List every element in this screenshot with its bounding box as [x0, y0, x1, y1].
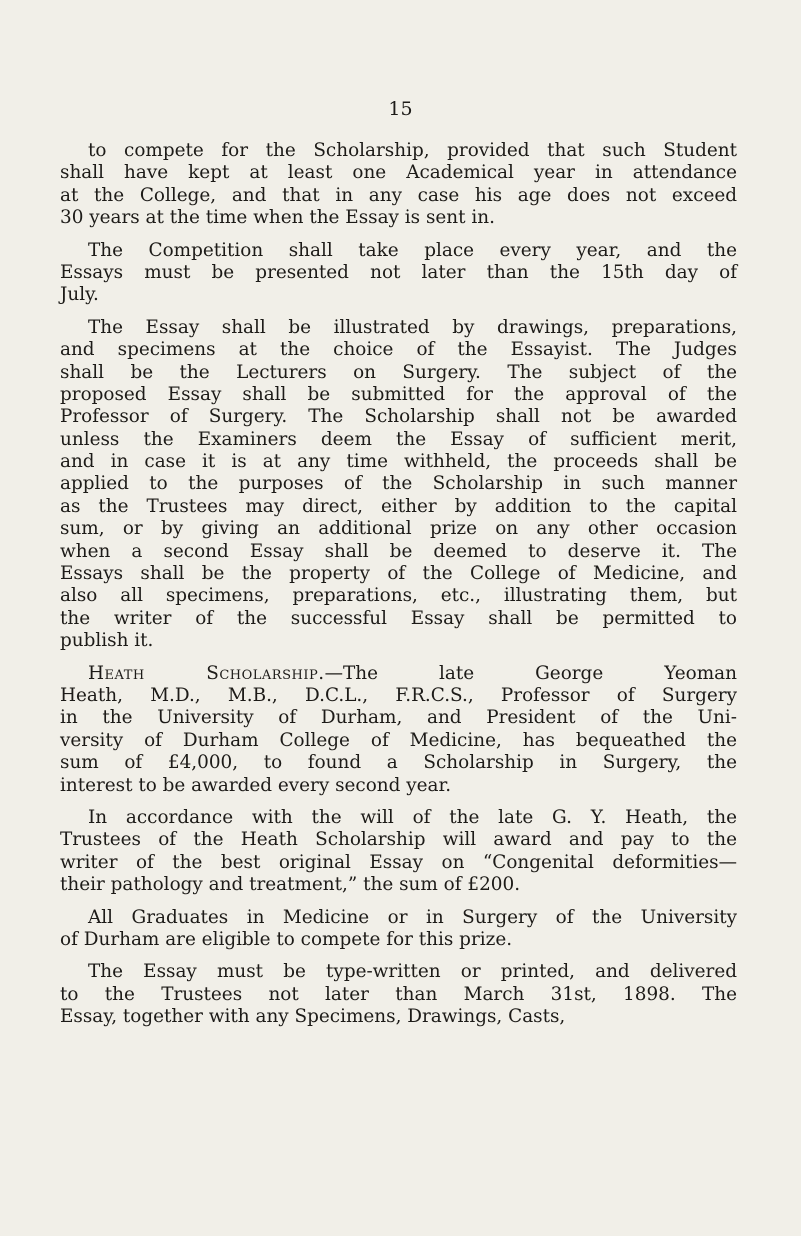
text-line: Heath, M.D., M.B., D.C.L., F.R.C.S., Professor of Surgery: [60, 684, 737, 706]
text-line: [60, 663, 737, 685]
paragraph: [60, 663, 737, 797]
text-line: and in case it is at any time withheld, the proceeds shall be: [60, 451, 737, 473]
text-line: sum, or by giving an additional prize on any other occasion: [60, 518, 737, 540]
text-line: and specimens at the choice of the Essayist. The Judges: [60, 339, 737, 361]
text-line: shall be the Lecturers on Surgery. The subject of the: [60, 361, 737, 383]
text-line: as the Trustees may direct, either by addition to the capital: [60, 495, 737, 517]
text-line: In accordance with the will of the late G. Y. Heath, the: [88, 806, 737, 828]
text-line: to the Trustees not later than March 31st, 1898. The: [60, 983, 737, 1005]
text-line: Professor of Surgery. The Scholarship shall not be awarded: [60, 406, 737, 428]
text-line: 30 years at the time when the Essay is sent in.: [60, 207, 495, 229]
text-line: The Essay shall be illustrated by drawings, preparations,: [88, 316, 737, 338]
text-line: applied to the purposes of the Scholarship in such manner: [60, 473, 737, 495]
text-line: also all specimens, preparations, etc., illustrating them, but: [60, 585, 737, 607]
text-line: of Durham are eligible to compete for this prize.: [60, 928, 513, 950]
text-line: The Essay must be type-written or printed, and delivered: [88, 961, 737, 983]
text-line: Essays shall be the property of the College of Medicine, and: [60, 563, 737, 585]
text-line: July.: [60, 284, 99, 306]
text-line: publish it.: [60, 630, 154, 652]
text-line: when a second Essay shall be deemed to deserve it. The: [60, 540, 737, 562]
text-line: in the University of Durham, and President of the Uni-: [60, 707, 737, 729]
text-line: at the College, and that in any case his age does not exceed: [60, 184, 737, 206]
text-line: All Graduates in Medicine or in Surgery of the University: [88, 906, 737, 928]
paragraph: [60, 907, 737, 952]
text-line: their pathology and treatment,” the sum of £200.: [60, 874, 521, 896]
text-run: —The late George Yeoman: [324, 662, 737, 684]
text-line: shall have kept at least one Academical year in attendance: [60, 162, 737, 184]
text-line: sum of £4,000, to found a Scholarship in Surgery, the: [60, 752, 737, 774]
page-number: 15: [388, 98, 413, 120]
paragraph: [60, 961, 737, 1028]
text-line: Trustees of the Heath Scholarship will award and pay to the: [60, 829, 737, 851]
paragraph: [60, 317, 737, 653]
text-line: the writer of the successful Essay shall be permitted to: [60, 607, 737, 629]
paragraph: [60, 807, 737, 897]
text-line: interest to be awarded every second year.: [60, 774, 452, 796]
paragraph: [60, 140, 737, 230]
text-line: to compete for the Scholarship, provided that such Student: [88, 140, 737, 161]
text-line: unless the Examiners deem the Essay of sufficient merit,: [60, 428, 737, 450]
section-heading: Heath Scholarship.: [88, 662, 325, 684]
text-line: Essay, together with any Specimens, Drawings, Casts,: [60, 1006, 566, 1028]
text-line: The Competition shall take place every year, and the: [88, 239, 737, 261]
text-line: versity of Durham College of Medicine, has bequeathed the: [60, 729, 737, 751]
text-line: proposed Essay shall be submitted for the approval of the: [60, 383, 737, 405]
text-line: writer of the best original Essay on “Congenital deformities—: [60, 851, 737, 873]
body-text: [60, 140, 737, 1028]
paragraph: [60, 240, 737, 307]
text-line: Essays must be presented not later than the 15th day of: [60, 261, 737, 283]
